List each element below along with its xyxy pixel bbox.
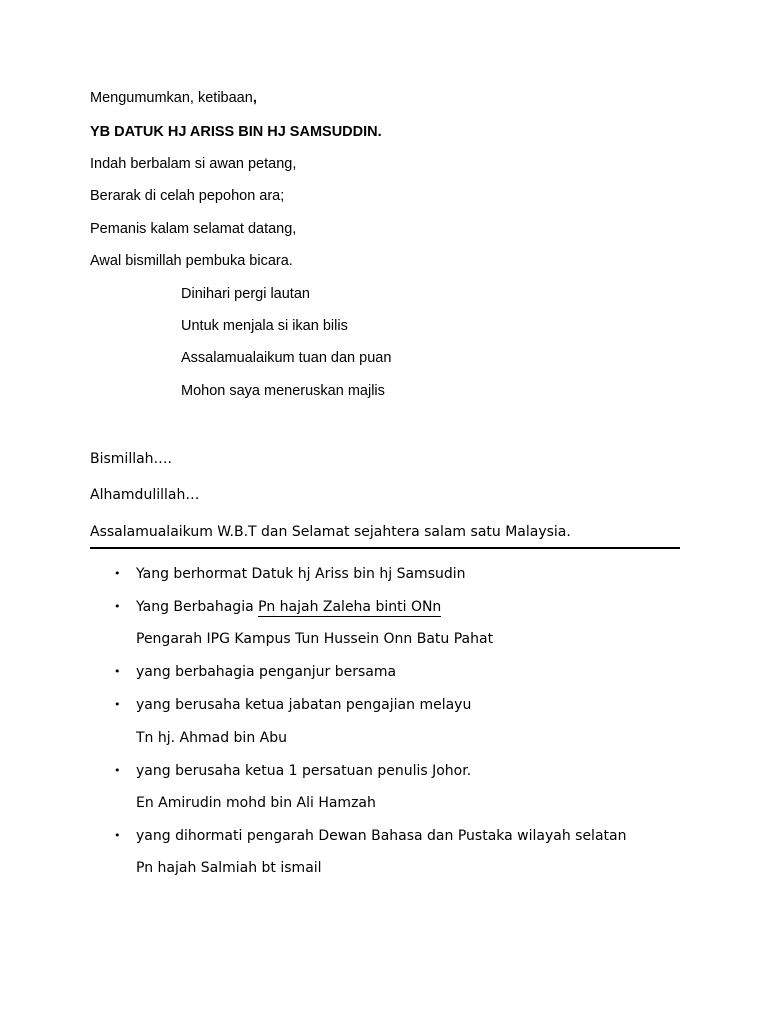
- bullet-1: •: [114, 567, 121, 580]
- salutation-6-sub: Pn hajah Salmiah bt ismail: [136, 860, 322, 876]
- salutation-4-sub: Tn hj. Ahmad bin Abu: [136, 730, 287, 746]
- bullet-3: •: [114, 665, 121, 678]
- announce-text: Mengumumkan, ketibaan: [90, 90, 253, 106]
- pantun-2-line-1: Dinihari pergi lautan: [181, 286, 310, 302]
- announce-comma: ,: [252, 90, 257, 106]
- salutation-3: yang berbahagia penganjur bersama: [136, 664, 397, 680]
- bullet-5: •: [114, 764, 121, 777]
- pantun-2-line-4: Mohon saya meneruskan majlis: [181, 383, 385, 399]
- bismillah-line: Bismillah….: [90, 451, 172, 467]
- salutation-2-prefix: Yang Berbahagia: [136, 599, 259, 615]
- horizontal-rule: [90, 547, 680, 549]
- guest-title: YB DATUK HJ ARISS BIN HJ SAMSUDDIN.: [90, 124, 382, 140]
- salutation-2: [136, 597, 441, 617]
- salutation-6: yang dihormati pengarah Dewan Bahasa dan Pustaka wilayah selatan: [136, 828, 627, 844]
- pantun-2-line-2: Untuk menjala si ikan bilis: [181, 318, 348, 334]
- bullet-4: •: [114, 698, 121, 711]
- bullet-2: •: [114, 600, 121, 613]
- pantun-1-line-3: Pemanis kalam selamat datang,: [90, 221, 297, 237]
- salutation-5-sub: En Amirudin mohd bin Ali Hamzah: [136, 795, 376, 811]
- salutation-1: Yang berhormat Datuk hj Ariss bin hj Samsudin: [136, 566, 466, 582]
- bullet-6: •: [114, 829, 121, 842]
- salutation-5: yang berusaha ketua 1 persatuan penulis Johor.: [136, 763, 472, 779]
- alhamdulillah-line: Alhamdulillah…: [90, 487, 200, 503]
- pantun-1-line-1: Indah berbalam si awan petang,: [90, 156, 297, 172]
- announce-line: [90, 88, 257, 108]
- salutation-4: yang berusaha ketua jabatan pengajian melayu: [136, 697, 472, 713]
- pantun-2-line-3: Assalamualaikum tuan dan puan: [181, 350, 392, 366]
- pantun-1-line-4: Awal bismillah pembuka bicara.: [90, 253, 293, 269]
- salutation-2-sub: Pengarah IPG Kampus Tun Hussein Onn Batu Pahat: [136, 631, 494, 647]
- salutation-2-name: Pn hajah Zaleha binti ONn: [258, 599, 442, 615]
- pantun-1-line-2: Berarak di celah pepohon ara;: [90, 188, 285, 204]
- salam-line: Assalamualaikum W.B.T dan Selamat sejahtera salam satu Malaysia.: [90, 524, 571, 540]
